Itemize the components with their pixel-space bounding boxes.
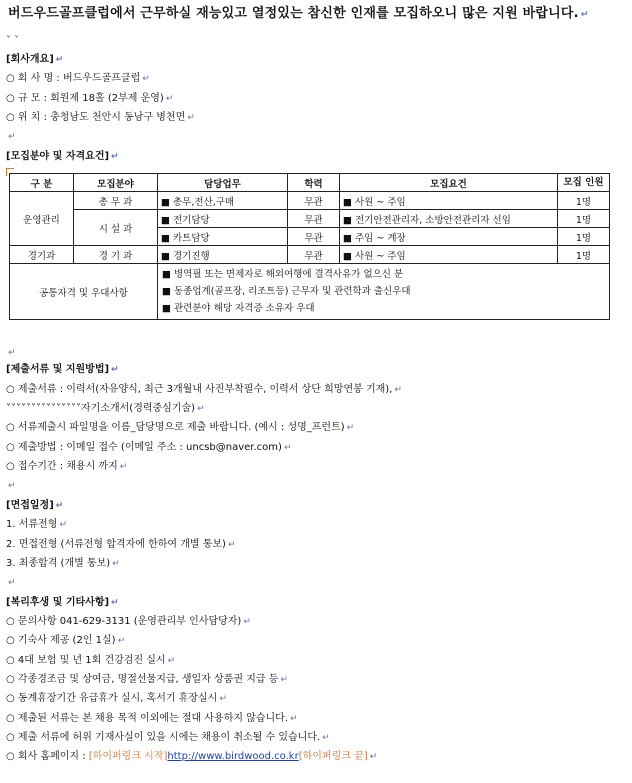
requirement-cell: ■ 사원 ~ 주임 bbox=[340, 192, 558, 210]
company-location-line: ○ 위 치 : 충청남도 천안시 동남구 병천면 ↵ bbox=[6, 112, 195, 123]
table-row-common bbox=[10, 264, 610, 320]
docs-line: ○ 접수기간 : 채용시 까지 ↵ bbox=[6, 461, 128, 472]
col-header-duty: 담당업무 bbox=[158, 174, 288, 192]
company-scale-line: ○ 규 모 : 회원제 18홀 (2부제 운영) ↵ bbox=[6, 93, 174, 104]
return-mark-icon: ↵ bbox=[197, 404, 205, 414]
hyperlink-start-marker: [하이퍼링크 시작] bbox=[88, 751, 168, 762]
return-mark-icon: ↵ bbox=[142, 74, 150, 84]
welfare-line: ○ 문의사항 041-629-3131 (운영관리부 인사담당자) ↵ bbox=[6, 616, 251, 627]
group-cell: 운영관리 bbox=[10, 192, 74, 246]
return-mark-icon: ↵ bbox=[165, 94, 174, 104]
return-mark-icon: ↵ bbox=[219, 694, 227, 704]
headcount-cell: 1명 bbox=[558, 210, 610, 228]
field-cell: 총 무 과 bbox=[74, 192, 158, 210]
education-cell: 무관 bbox=[288, 210, 340, 228]
return-mark-icon: ↵ bbox=[8, 578, 16, 588]
requirement-cell: ■ 주임 ~ 계장 bbox=[340, 228, 558, 246]
company-name-line: ○ 회 사 명 : 버드우드골프클럽 ↵ bbox=[6, 73, 150, 84]
common-requirements-cell bbox=[158, 264, 610, 320]
return-mark-icon: ↵ bbox=[111, 365, 119, 375]
empty-paragraph bbox=[6, 130, 16, 144]
recruit-table bbox=[9, 173, 610, 320]
return-mark-icon: ↵ bbox=[111, 152, 119, 162]
common-label-cell: 공통자격 및 우대사항 bbox=[10, 264, 158, 320]
return-mark-icon: ↵ bbox=[59, 520, 67, 530]
hyperlink-end-marker: [하이퍼링크 끝] bbox=[298, 751, 368, 762]
col-header-group: 구 분 bbox=[10, 174, 74, 192]
interview-line: 2. 면접전형 (서류전형 합격자에 한하여 개별 통보) ↵ bbox=[6, 539, 236, 550]
headcount-cell: 1명 bbox=[558, 228, 610, 246]
requirement-cell: ■ 전기안전관리자, 소방안전관리자 선임 bbox=[340, 210, 558, 228]
empty-paragraph bbox=[6, 479, 16, 493]
docs-heading: [제출서류 및 지원방법] ↵ bbox=[6, 364, 119, 375]
table-row bbox=[10, 210, 610, 228]
field-cell: 경 기 과 bbox=[74, 246, 158, 264]
docs-line: ○ 제출서류 : 이력서(자유양식, 최근 3개월내 사진부착필수, 이력서 상단 희망연봉 기재), ↵ bbox=[6, 384, 402, 395]
col-header-headcount: 모집 인원 bbox=[558, 174, 610, 192]
welfare-line: ○ 4대 보험 및 년 1회 건강검진 실시 ↵ bbox=[6, 655, 176, 666]
homepage-link[interactable]: http://www.birdwood.co.kr bbox=[167, 751, 299, 762]
headcount-cell: 1명 bbox=[558, 246, 610, 264]
return-mark-icon: ↵ bbox=[187, 113, 195, 123]
return-mark-icon: ↵ bbox=[167, 656, 176, 666]
return-mark-icon: ↵ bbox=[280, 675, 288, 685]
return-mark-icon: ↵ bbox=[290, 714, 298, 724]
homepage-line bbox=[6, 750, 377, 764]
group-cell: 경기과 bbox=[10, 246, 74, 264]
duty-cell: ■ 총무,전산,구매 bbox=[158, 192, 288, 210]
welfare-line: ○ 기숙사 제공 (2인 1실) ↵ bbox=[6, 635, 126, 646]
return-mark-icon: ↵ bbox=[346, 423, 355, 433]
return-mark-icon: ↵ bbox=[119, 462, 128, 472]
return-mark-icon: ↵ bbox=[227, 540, 236, 550]
return-mark-icon: ↵ bbox=[8, 132, 16, 142]
education-cell: 무관 bbox=[288, 192, 340, 210]
welfare-line: ○ 제출된 서류는 본 채용 목적 이외에는 절대 사용하지 않습니다. ↵ bbox=[6, 713, 298, 724]
return-mark-icon: ↵ bbox=[8, 348, 16, 358]
return-mark-icon: ↵ bbox=[322, 733, 330, 743]
return-mark-icon: ↵ bbox=[55, 55, 64, 65]
education-cell: 무관 bbox=[288, 228, 340, 246]
return-mark-icon: ↵ bbox=[580, 10, 589, 20]
col-header-field: 모집분야 bbox=[74, 174, 158, 192]
duty-cell: ■ 전기담당 bbox=[158, 210, 288, 228]
return-mark-icon: ↵ bbox=[117, 636, 126, 646]
return-mark-icon: ↵ bbox=[111, 598, 119, 608]
headcount-cell: 1명 bbox=[558, 192, 610, 210]
homepage-label: ○ 회사 홈페이지 : bbox=[6, 751, 86, 762]
col-header-education: 학력 bbox=[288, 174, 340, 192]
welfare-heading: [복리후생 및 기타사항] ↵ bbox=[6, 597, 119, 608]
duty-cell: ■ 경기진행 bbox=[158, 246, 288, 264]
welfare-line: ○ 제출 서류에 허위 기재사실이 있을 시에는 채용이 취소될 수 있습니다. ↵ bbox=[6, 732, 330, 743]
company-heading: [회사개요] ↵ bbox=[6, 54, 64, 65]
welfare-line: ○ 동계휴장기간 유급휴가 실시, 혹서기 휴장실시 ↵ bbox=[6, 693, 227, 704]
interview-heading: [면접일정] ↵ bbox=[6, 500, 64, 511]
docs-line: ○ 서류제출시 파일명을 이름_담당명으로 제출 바랍니다. (예시 : 성명_프런트) ↵ bbox=[6, 422, 355, 433]
duty-cell: ■ 카트담당 bbox=[158, 228, 288, 246]
docs-line: ˅˅˅˅˅˅˅˅˅˅˅˅˅˅˅자기소개서(경력중심기술) ↵ bbox=[6, 403, 205, 414]
table-row bbox=[10, 246, 610, 264]
return-mark-icon: ↵ bbox=[55, 501, 64, 511]
return-mark-icon: ↵ bbox=[394, 385, 402, 395]
blank-line: ˅ ˅ bbox=[6, 35, 20, 46]
empty-paragraph bbox=[6, 346, 16, 360]
return-mark-icon: ↵ bbox=[8, 481, 16, 491]
docs-line: ○ 제출방법 : 이메일 접수 (이메일 주소 : uncsb@naver.com) ↵ bbox=[6, 442, 292, 453]
education-cell: 무관 bbox=[288, 246, 340, 264]
common-item: ■ 동종업계(골프장, 리조트등) 근무자 및 관련학과 출신우대 bbox=[162, 286, 411, 297]
field-cell: 시 설 과 bbox=[74, 210, 158, 246]
welfare-line: ○ 각종경조금 및 상여금, 명절선물지급, 생일자 상품권 지급 등 ↵ bbox=[6, 674, 288, 685]
return-mark-icon: ↵ bbox=[283, 443, 292, 453]
requirement-cell: ■ 사원 ~ 주임 bbox=[340, 246, 558, 264]
interview-line: 1. 서류전형 ↵ bbox=[6, 519, 67, 530]
table-row bbox=[10, 192, 610, 210]
table-header-row bbox=[10, 174, 610, 192]
col-header-requirements: 모집요건 bbox=[340, 174, 558, 192]
common-item: ■ 병역필 또는 면제자로 해외여행에 결격사유가 없으신 분 bbox=[162, 269, 404, 280]
recruit-heading: [모집분야 및 자격요건] ↵ bbox=[6, 151, 119, 162]
return-mark-icon: ↵ bbox=[243, 617, 251, 627]
common-item: ■ 관련분야 해당 자격증 소유자 우대 bbox=[162, 303, 315, 314]
page-title: 버드우드골프클럽에서 근무하실 재능있고 열정있는 참신한 인재를 모집하오니 많은 지원 바랍니다. ↵ bbox=[8, 6, 589, 21]
interview-line: 3. 최종합격 (개별 통보) ↵ bbox=[6, 558, 120, 569]
empty-paragraph bbox=[6, 576, 16, 590]
return-mark-icon: ↵ bbox=[112, 559, 120, 569]
return-mark-icon: ↵ bbox=[369, 752, 378, 762]
